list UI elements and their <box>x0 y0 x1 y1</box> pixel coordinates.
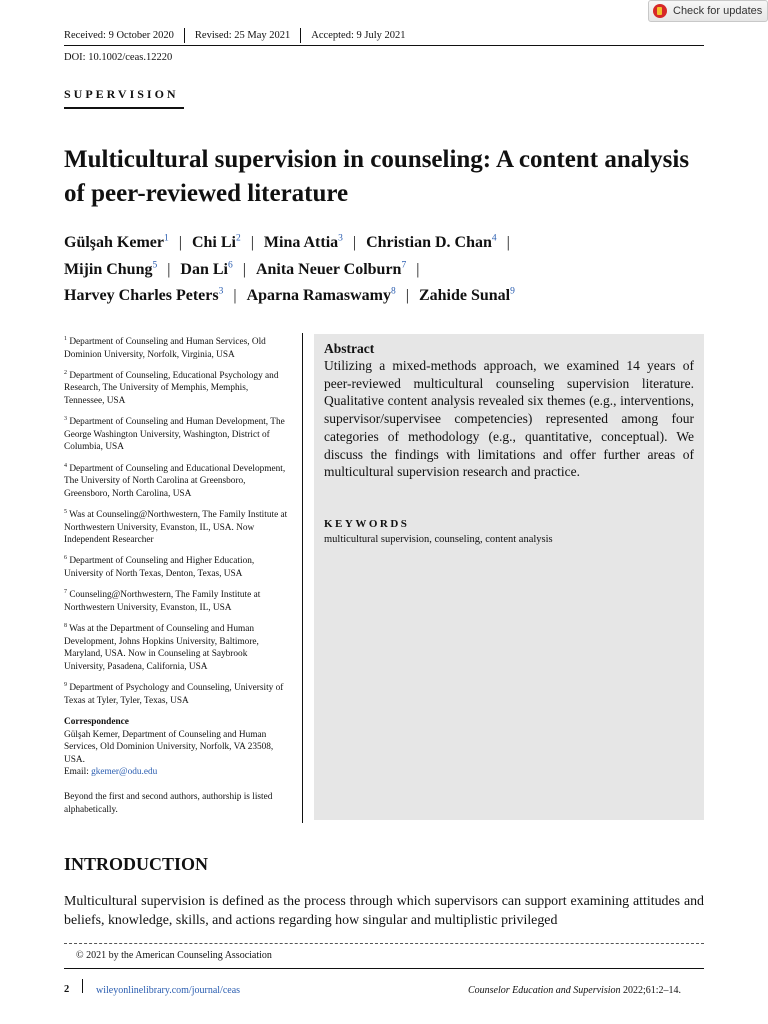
author-affiliation-ref[interactable]: 1 <box>164 233 169 244</box>
column-divider <box>302 333 303 823</box>
check-for-updates-button[interactable] <box>648 0 768 22</box>
affiliation: $^9$ Department of Psychology and Counseling, University of Texas at Tyler, Tyler, Texas, USA <box>64 681 284 706</box>
affiliation: $^1$ Department of Counseling and Human Services, Old Dominion University, Norfolk, Virginia, USA <box>64 336 266 360</box>
author-line: Gülşah Kemer$^1$ | Chi Li$^2$ | Mina Attia$^3$ | Christian D. Chan$^4$ | <box>64 233 510 251</box>
page-number: 2 <box>64 984 70 995</box>
author-name: Aparna Ramaswamy <box>246 287 392 304</box>
footer-separator <box>82 979 83 993</box>
accepted-date: Accepted: 9 July 2021 <box>311 30 406 41</box>
journal-citation <box>468 985 681 996</box>
keywords-title: KEYWORDS <box>324 518 410 530</box>
author-affiliation-ref[interactable]: 2 <box>235 233 241 244</box>
author-name: Chi Li <box>191 234 236 251</box>
affiliation: $^7$ Counseling@Northwestern, The Family Institute at Northwestern University, Evanston, IL, USA <box>64 589 261 613</box>
journal-url[interactable]: wileyonlinelibrary.com/journal/ceas <box>96 985 241 996</box>
authorship-note: Beyond the first and second authors, authorship is listed alphabetically. <box>64 792 273 815</box>
correspondence <box>64 716 290 779</box>
author-affiliation-ref[interactable]: 7 <box>401 260 407 271</box>
author-affiliation-ref[interactable]: 5 <box>152 260 158 271</box>
journal-volume: 2022;61:2–14. <box>620 985 682 996</box>
email-label: Email: <box>64 767 92 778</box>
introduction-heading: INTRODUCTION <box>64 854 209 874</box>
article-dates <box>64 28 415 43</box>
author-affiliation-ref[interactable]: 4 <box>491 233 497 244</box>
author-name: Christian D. Chan <box>366 234 492 251</box>
affiliation: $^8$ Was at the Department of Counseling and Human Development, Johns Hopkins University, Baltimore, Maryland, USA. Now in Counseling at Saybrook University, Pasadena, California, USA <box>64 622 259 672</box>
author-name: Harvey Charles Peters <box>64 287 219 304</box>
header-rule <box>64 45 704 46</box>
affiliation: $^2$ Department of Counseling, Educational Psychology and Research, The University of Memphis, Memphis, Tennessee, USA <box>64 369 279 407</box>
section-label: SUPERVISION <box>64 87 179 101</box>
author-line: Harvey Charles Peters$^3$ | Aparna Ramaswamy$^8$ | Zahide Sunal$^9$ <box>64 286 515 304</box>
author-affiliation-ref[interactable]: 3 <box>338 233 343 244</box>
copyright: © 2021 by the American Counseling Association <box>76 950 272 961</box>
author-name: Anita Neuer Colburn <box>255 260 402 278</box>
affiliation: $^4$ Department of Counseling and Educational Development, The University of North Carolina at Greensboro, Greensboro, North Carolina, USA <box>64 462 286 499</box>
doi: DOI: 10.1002/ceas.12220 <box>64 52 173 63</box>
affiliations-column <box>64 333 290 822</box>
footnote-divider <box>64 943 704 944</box>
journal-name: Counselor Education and Supervision <box>468 985 621 996</box>
keywords: multicultural supervision, counseling, content analysis <box>324 534 553 545</box>
revised-date: Revised: 25 May 2021 <box>185 28 301 43</box>
abstract-title: Abstract <box>324 341 375 356</box>
footer-rule <box>64 968 704 969</box>
crossmark-icon <box>653 4 667 18</box>
section-underline <box>64 107 184 109</box>
affiliation: $^5$ Was at Counseling@Northwestern, The Family Institute at Northwestern University, Evanston, IL, USA. Now Independent Researcher <box>64 508 288 546</box>
email-link[interactable]: gkemer@odu.edu <box>91 767 158 778</box>
author-affiliation-ref[interactable]: 3 <box>218 286 224 297</box>
author-name: Gülşah Kemer <box>64 234 164 251</box>
received-date: Received: 9 October 2020 <box>64 28 185 43</box>
author-name: Zahide Sunal <box>418 287 511 304</box>
affiliation: $^6$ Department of Counseling and Higher Education, University of North Texas, Denton, Texas, USA <box>64 555 255 579</box>
check-for-updates-label: Check for updates <box>673 5 763 17</box>
abstract-text: Utilizing a mixed-methods approach, we examined 14 years of peer-reviewed multicultural counseling supervision literature. Qualitative content analysis revealed six themes (e.g., interventions, supervisor/supervisee competencies) represented among four categories of methodology (e.g., quantitative, conceptual). We discuss the findings with limitations and offer further areas of multicultural supervision research and practice. <box>324 358 694 480</box>
author-name: Mijin Chung <box>64 260 153 278</box>
introduction-text: Multicultural supervision is defined as the process through which supervisors can support examining attitudes and beliefs, knowledge, skills, and actions regarding how singular and multiplistic privileged <box>64 894 704 928</box>
correspondence-title: Correspondence <box>64 717 129 728</box>
author-affiliation-ref[interactable]: 6 <box>228 260 233 271</box>
article-title: Multicultural supervision in counseling: A content analysis of peer-reviewed literature <box>64 146 690 207</box>
author-name: Mina Attia <box>263 234 339 251</box>
author-name: Dan Li <box>180 260 228 278</box>
correspondence-text: Gülşah Kemer, Department of Counseling and Human Services, Old Dominion University, Norfolk, VA 23508, USA. <box>64 729 274 765</box>
author-affiliation-ref[interactable]: 8 <box>391 286 396 297</box>
affiliation: $^3$ Department of Counseling and Human Development, The George Washington University, Washington, District of Columbia, USA <box>64 416 285 453</box>
author-list <box>64 230 714 310</box>
author-affiliation-ref[interactable]: 9 <box>510 286 515 297</box>
author-line: Mijin Chung$^5$ | Dan Li$^6$ | Anita Neuer Colburn$^7$ | <box>64 260 420 278</box>
